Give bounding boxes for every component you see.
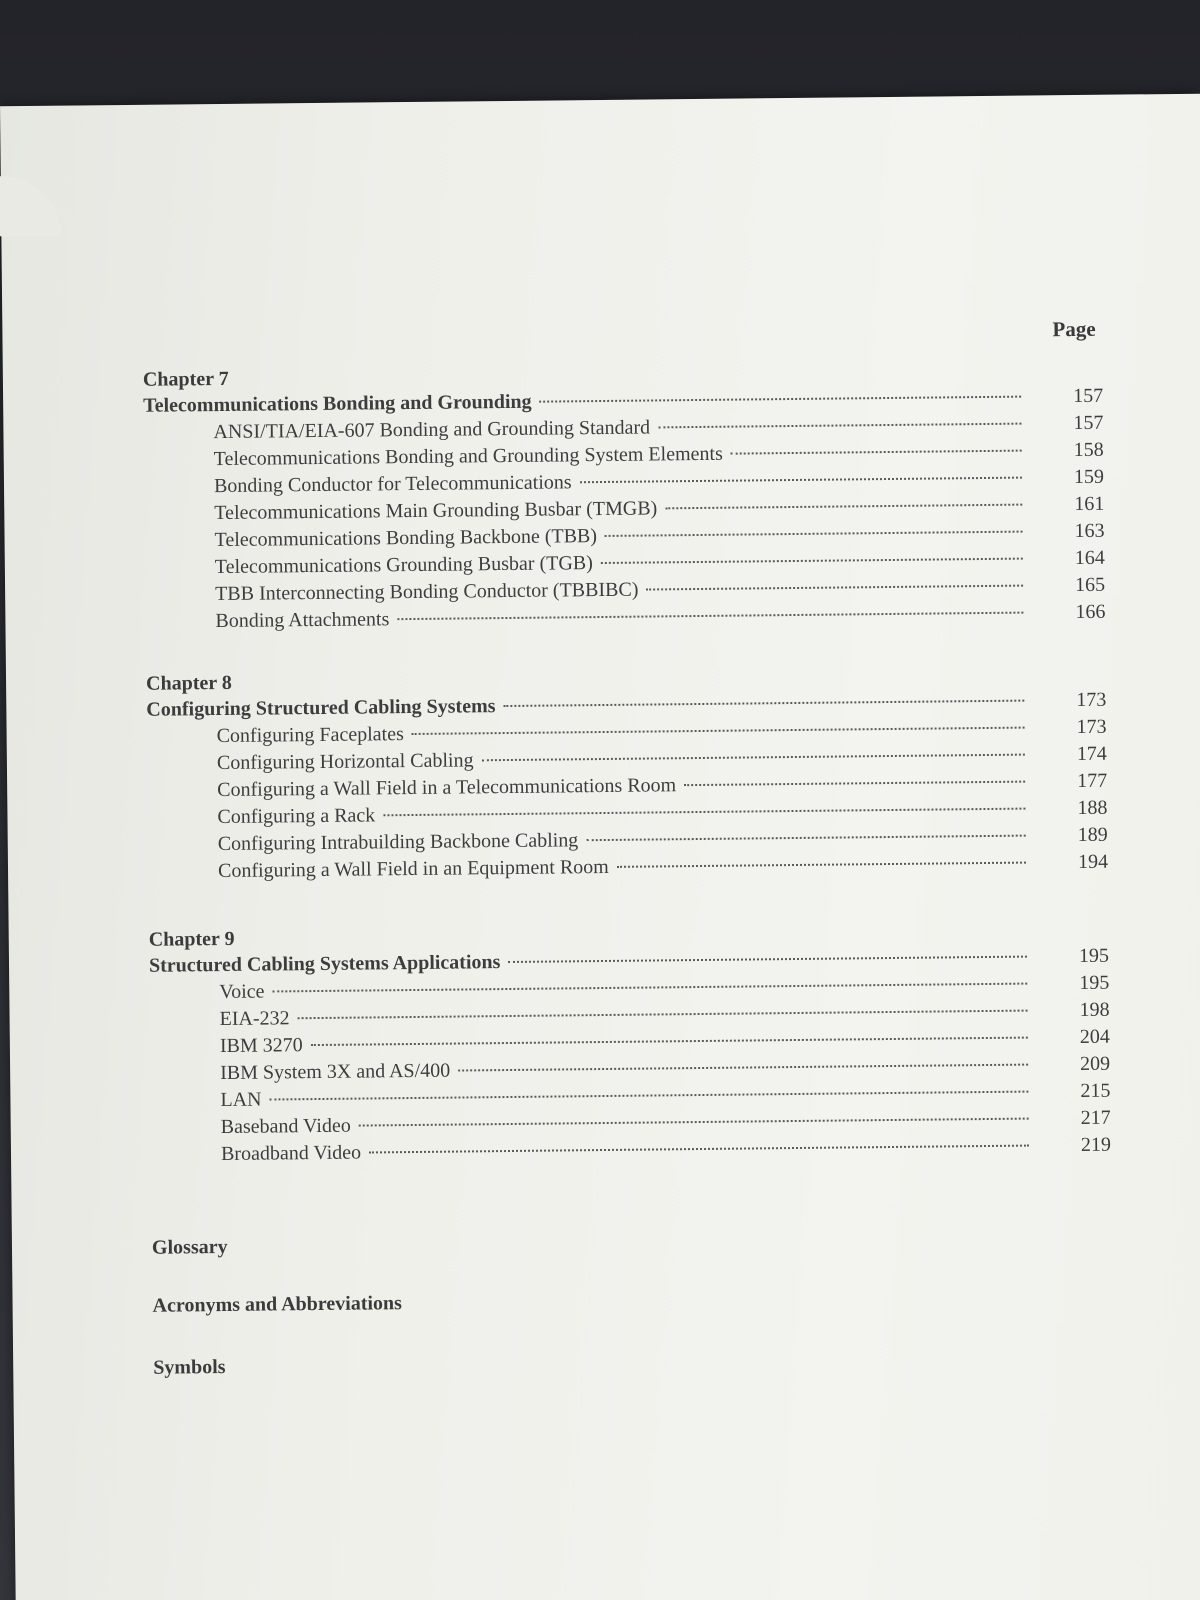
- dot-leader: [601, 558, 1023, 564]
- dot-leader: [508, 956, 1027, 963]
- dot-leader: [412, 727, 1025, 735]
- chapter-label: Chapter 9: [148, 927, 235, 951]
- toc-entry-title: Telecommunications Bonding and Grounding: [143, 390, 532, 417]
- toc-entry-title: Configuring Faceplates: [216, 723, 404, 748]
- toc-page-number: 161: [1074, 492, 1105, 516]
- chapter-9-section: [149, 917, 1111, 1169]
- toc-page-number: 165: [1074, 573, 1106, 597]
- toc-entry-title: Baseband Video: [220, 1114, 351, 1139]
- toc-entry-title: Telecommunications Bonding and Grounding System Elements: [213, 442, 723, 471]
- toc-entry-title: Structured Cabling Systems Applications: [148, 951, 501, 977]
- chapter-label: Chapter 8: [145, 671, 232, 695]
- dot-leader: [482, 754, 1025, 762]
- toc-entry-title: Voice: [219, 980, 265, 1004]
- toc-entry-title: EIA-232: [219, 1007, 290, 1031]
- toc-page-number: 164: [1074, 546, 1105, 570]
- toc-page-number: 173: [1076, 715, 1107, 739]
- dot-leader: [646, 585, 1023, 591]
- toc-page-number: 158: [1073, 438, 1104, 462]
- toc-page-number: 195: [1078, 944, 1110, 968]
- toc-entry-title: Bonding Conductor for Telecommunications: [213, 471, 572, 498]
- chapter-entries: [149, 943, 1111, 1169]
- dot-leader: [397, 612, 1023, 621]
- toc-page-number: 219: [1080, 1133, 1112, 1157]
- toc-entry-title: TBB Interconnecting Bonding Conductor (TBBIBC): [215, 578, 639, 606]
- toc-page-number: 189: [1077, 823, 1108, 847]
- dot-leader: [540, 396, 1022, 403]
- toc-entry-title: Configuring Horizontal Cabling: [216, 749, 474, 775]
- table-of-contents: [0, 94, 1200, 1600]
- toc-page-number: 174: [1076, 742, 1107, 766]
- toc-page-number: 159: [1073, 465, 1105, 489]
- toc-entry-title: Telecommunications Bonding Backbone (TBB): [214, 525, 598, 552]
- toc-page-number: 195: [1079, 971, 1110, 995]
- toc-entry-title: Configuring a Rack: [217, 804, 376, 829]
- dot-leader: [298, 1010, 1028, 1020]
- dot-leader: [658, 423, 1021, 429]
- dot-leader: [270, 1091, 1029, 1101]
- dot-leader: [503, 700, 1024, 707]
- dot-leader: [383, 808, 1025, 817]
- dot-leader: [359, 1118, 1029, 1127]
- chapter-entries: [146, 687, 1108, 886]
- toc-page-number: 194: [1077, 850, 1109, 874]
- dot-leader: [311, 1037, 1028, 1047]
- toc-page-number: 173: [1076, 688, 1107, 712]
- toc-page-number: 166: [1075, 600, 1106, 624]
- backmatter-glossary: Glossary: [151, 1235, 228, 1259]
- dot-leader: [586, 835, 1025, 842]
- toc-page-number: 163: [1074, 519, 1105, 543]
- toc-entry-title: Configuring a Wall Field in a Telecommunications Room: [217, 774, 677, 802]
- toc-page-number: 157: [1073, 411, 1104, 435]
- dot-leader: [580, 477, 1022, 484]
- toc-page-number: 157: [1073, 384, 1104, 408]
- toc-entry-title: Configuring Intrabuilding Backbone Cabling: [217, 829, 579, 856]
- dot-leader: [684, 781, 1025, 787]
- toc-entry-title: Telecommunications Main Grounding Busbar (TMGB): [214, 497, 658, 525]
- toc-page-number: 204: [1079, 1025, 1110, 1049]
- dot-leader: [617, 862, 1026, 868]
- toc-entry-title: Configuring Structured Cabling Systems: [146, 695, 496, 721]
- backmatter-symbols: Symbols: [153, 1355, 226, 1379]
- toc-page-number: 188: [1077, 796, 1108, 820]
- toc-entry-title: LAN: [220, 1088, 262, 1112]
- dot-leader: [731, 450, 1022, 455]
- backmatter-acronyms: Acronyms and Abbreviations: [152, 1292, 403, 1317]
- toc-entry-title: Configuring a Wall Field in an Equipment Room: [217, 855, 609, 883]
- toc-entry-title: Telecommunications Grounding Busbar (TGB): [214, 552, 593, 579]
- chapter-7-section: [143, 357, 1106, 636]
- toc-entry-title: IBM 3270: [219, 1034, 303, 1058]
- toc-entry-title: IBM System 3X and AS/400: [220, 1059, 451, 1085]
- toc-entry-title: Broadband Video: [220, 1141, 362, 1166]
- dot-leader: [369, 1145, 1029, 1154]
- chapter-entries: [143, 383, 1105, 636]
- chapter-label: Chapter 7: [142, 367, 229, 391]
- dot-leader: [665, 504, 1022, 510]
- toc-page-number: 217: [1080, 1106, 1111, 1130]
- toc-entry-title: ANSI/TIA/EIA-607 Bonding and Grounding Standard: [213, 416, 651, 444]
- toc-page-number: 209: [1080, 1052, 1111, 1076]
- page-column-heading: Page: [1052, 316, 1096, 342]
- dot-leader: [605, 531, 1023, 537]
- toc-page-number: 215: [1080, 1079, 1111, 1103]
- dot-leader: [458, 1064, 1028, 1072]
- toc-page-number: 177: [1077, 769, 1108, 793]
- book-page: [0, 94, 1200, 1600]
- toc-page-number: 198: [1079, 998, 1110, 1022]
- toc-entry-title: Bonding Attachments: [215, 608, 390, 633]
- dot-leader: [272, 983, 1027, 993]
- chapter-8-section: [146, 661, 1108, 886]
